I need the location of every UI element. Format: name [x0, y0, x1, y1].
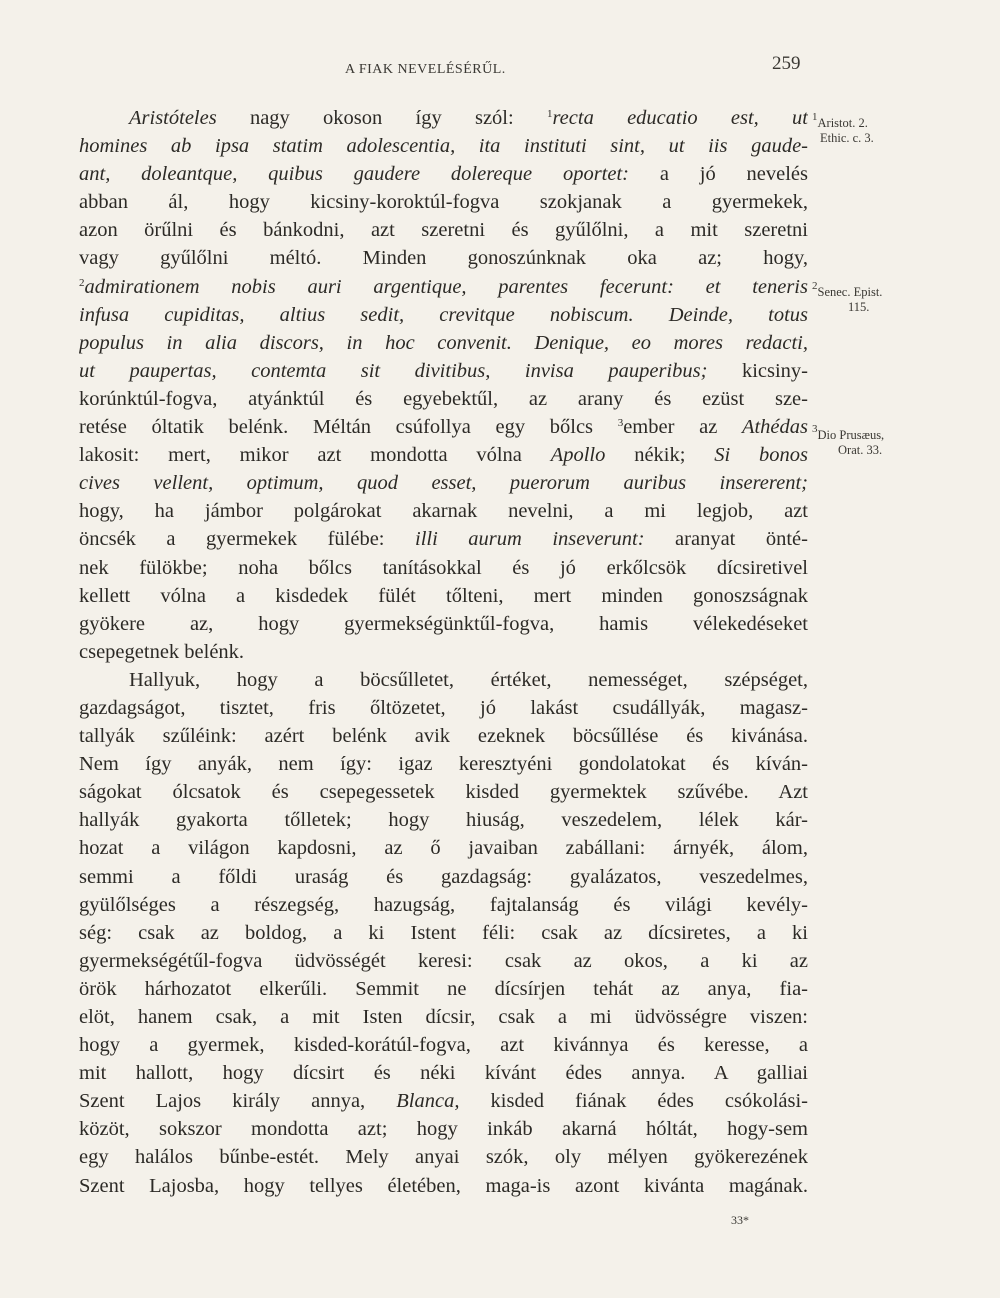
text-line: korúnktúl-fogva, atyánktúl és egyebektűl, az arany és ezüst sze- [79, 387, 808, 410]
running-header: A FIAK NEVELÉSÉRŰL. [345, 62, 506, 77]
text-line: vagy gyűlőlni méltó. Minden gonoszúnknak oka az; hogy, [79, 247, 808, 270]
text-line: ség: csak az boldog, a ki Istent féli: csak az dícsiretes, a ki [79, 921, 808, 944]
text-line: közöt, sokszor mondotta azt; hogy inkáb akarná hóltát, hogy-sem [79, 1118, 808, 1141]
text-line: ant, doleantque, quibus gaudere dolereque oportet: a jó nevelés [79, 163, 808, 186]
margin-footnote-2: $^2$Senec. Epist. 115. [812, 280, 883, 314]
text-line: hozat a világon kapdosni, az ő javaiban zabállani: árnyék, álom, [79, 837, 808, 860]
text-line: populus in alia discors, in hoc convenit. Denique, eo mores redacti, [79, 331, 808, 354]
text-line: Nem így anyák, nem így: igaz keresztyéni gondolatokat és kíván- [79, 753, 808, 776]
text-line: gyülőlséges a részegség, hazugság, fajtalanság és világi kevély- [79, 893, 808, 916]
text-line: csepegetnek belénk. [79, 640, 245, 663]
text-line: retése óltatik belénk. Méltán csúfollya egy bőlcs $^3$ember az Athédas [79, 416, 808, 439]
text-line: abban ál, hogy kicsiny-koroktúl-fogva szokjanak a gyermekek, [79, 191, 808, 214]
text-line: gyökere az, hogy gyermekségünktűl-fogva, hamis vélekedéseket [79, 612, 808, 635]
text-line: Aristóteles nagy okoson így szól: $^1$recta educatio est, ut [129, 107, 808, 129]
text-line: Szent Lajosba, hogy tellyes életében, maga-is azont kivánta magának. [79, 1174, 808, 1197]
text-line: öncsék a gyermekek fülébe: illi aurum inseverunt: aranyat önté- [79, 528, 808, 551]
text-line: gyermekségétűl-fogva üdvösségét keresi: csak az okos, a ki az [79, 949, 808, 972]
page-number: 259 [772, 53, 801, 74]
text-line: infusa cupiditas, altius sedit, crevitque nobiscum. Deinde, totus [79, 303, 808, 326]
text-line: hogy, ha jámbor polgárokat akarnak nevelni, a mi legjob, azt [79, 500, 808, 523]
text-line: gazdagságot, tisztet, fris őltözetet, jó lakást csudállyák, magasz- [79, 696, 808, 719]
text-line: Hallyuk, hogy a böcsűlletet, értéket, nemességet, szépséget, [129, 668, 808, 691]
text-line: hogy a gyermek, kisded-korátúl-fogva, azt kivánnya és keresse, a [79, 1034, 808, 1057]
margin-footnote-1: $^1$Aristot. 2. Ethic. c. 3. [812, 111, 874, 145]
text-line: semmi a főldi uraság és gazdagság: gyalázatos, veszedelmes, [79, 865, 808, 888]
text-line: kellett vólna a kisdedek fülét tőlteni, mert minden gonoszságnak [79, 584, 808, 607]
text-line: homines ab ipsa statim adolescentia, ita instituti sint, ut iis gaude- [79, 135, 808, 158]
text-line: ut paupertas, contemta sit divitibus, invisa pauperibus; kicsiny- [79, 359, 808, 382]
text-line: Szent Lajos király annya, Blanca, kisded fiának édes csókolási- [79, 1090, 808, 1113]
margin-footnote-3: $^3$Dio Prusæus, Orat. 33. [812, 423, 885, 457]
text-line: cives vellent, optimum, quod esset, puerorum auribus insererent; [79, 472, 808, 495]
text-line: mit hallott, hogy dícsirt és néki kívánt édes annya. A galliai [79, 1062, 808, 1085]
text-line: elöt, hanem csak, a mit Isten dícsir, csak a mi üdvösségre viszen: [79, 1006, 808, 1028]
text-line: azon örűlni és bánkodni, azt szeretni és gyűlőlni, a mit szeretni [79, 219, 808, 242]
text-line: nek fülökbe; noha bőlcs tanításokkal és jó erkőlcsök dícsiretivel [79, 556, 808, 579]
signature-mark: 33* [731, 1213, 749, 1227]
text-line: ságokat ólcsatok és csepegessetek kisded gyermektek szűvébe. Azt [79, 781, 808, 804]
text-line: tallyák szűléink: azért belénk avik ezeknek böcsűllése és kivánása. [79, 725, 808, 748]
body-text [79, 104, 808, 1200]
text-line: hallyák gyakorta tőlletek; hogy hiuság, veszedelem, lélek kár- [79, 809, 808, 832]
text-line: $^2$admirationem nobis auri argentique, parentes fecerunt: et teneris [79, 275, 808, 298]
text-line: lakosit: mert, mikor azt mondotta vólna Apollo nékik; Si bonos [79, 444, 808, 467]
text-line: örök hárhozatot elkerűli. Semmit ne dícsírjen tehát az anya, fia- [79, 977, 808, 1000]
text-line: egy halálos bűnbe-estét. Mely anyai szók, oly mélyen gyökerezének [79, 1146, 808, 1169]
